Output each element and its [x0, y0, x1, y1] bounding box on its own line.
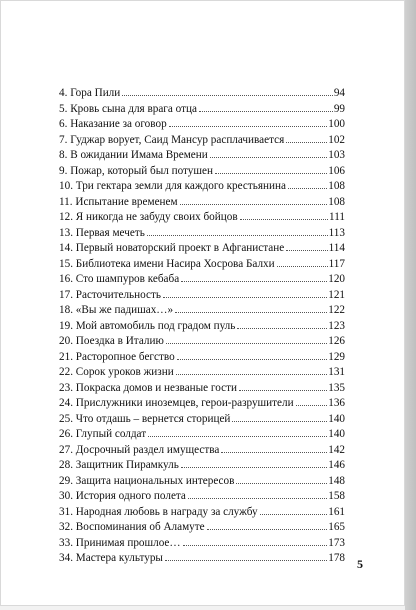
dot-leader	[169, 126, 328, 127]
book-spine-edge	[405, 0, 416, 610]
toc-entry-title: 15. Библиотека имени Насира Хосрова Балхи	[59, 257, 275, 270]
dot-leader	[183, 545, 328, 546]
toc-entry-title: 23. Покраска домов и незваные гости	[59, 381, 237, 394]
toc-entry-title: 17. Расточительность	[59, 288, 161, 301]
toc-entry-title: 11. Испытание временем	[59, 195, 178, 208]
toc-entry	[59, 117, 345, 133]
toc-entry-page: 123	[328, 319, 345, 332]
toc-entry-title: 6. Наказание за оговор	[59, 118, 167, 130]
toc-entry-page: 106	[328, 164, 345, 177]
toc-entry	[59, 334, 345, 350]
dot-leader	[122, 95, 333, 96]
dot-leader	[240, 219, 328, 220]
toc-entry-page: 120	[328, 273, 345, 285]
toc-entry	[59, 396, 345, 412]
dot-leader	[199, 111, 333, 112]
toc-entry	[59, 133, 345, 149]
toc-entry-title: 24. Прислужники иноземцев, герои-разрушители	[59, 397, 294, 409]
toc-entry-page: 129	[328, 350, 345, 363]
toc-entry-title: 14. Первый новаторский проект в Афганистане	[59, 242, 285, 254]
toc-entry-title: 16. Сто шампуров кебаба	[59, 273, 180, 285]
toc-entry-page: 94	[333, 87, 345, 99]
toc-entry-page: 161	[328, 505, 345, 518]
toc-entry	[59, 474, 345, 490]
toc-entry	[59, 350, 345, 366]
dot-leader	[277, 266, 328, 267]
toc-entry-title: 4. Гора Пили	[59, 87, 121, 99]
toc-entry	[59, 226, 345, 242]
toc-entry	[59, 489, 345, 505]
toc-entry-title: 28. Защитник Пирамкуль	[59, 459, 179, 471]
toc-entry-title: 22. Сорок уроков жизни	[59, 366, 174, 378]
dot-leader	[236, 483, 327, 484]
toc-entry-page: 108	[328, 195, 345, 208]
dot-leader	[237, 328, 327, 329]
dot-leader	[296, 405, 328, 406]
dot-leader	[147, 235, 328, 236]
toc-entry-title: 33. Принимая прошлое…	[59, 536, 181, 549]
dot-leader	[239, 390, 327, 391]
page-number: 5	[357, 557, 363, 571]
dot-leader	[260, 514, 328, 515]
toc-entry	[59, 427, 345, 443]
toc-entry-page: 122	[328, 304, 345, 316]
toc-entry-title: 7. Гуджар ворует, Саид Мансур расплачивается	[59, 133, 285, 146]
toc-entry	[59, 520, 345, 536]
toc-entry-page: 102	[328, 133, 345, 146]
dot-leader	[165, 560, 327, 561]
dot-leader	[180, 204, 328, 205]
toc-entry-title: 5. Кровь сына для врага отца	[59, 102, 197, 115]
toc-entry-page: 178	[328, 552, 345, 564]
dot-leader	[181, 467, 327, 468]
toc-entry	[59, 536, 345, 552]
toc-entry-title: 27. Досрочный раздел имущества	[59, 443, 220, 456]
dot-leader	[232, 421, 327, 422]
toc-entry	[59, 102, 345, 118]
toc-entry-page: 136	[328, 397, 345, 409]
dot-leader	[177, 359, 328, 360]
toc-entry-title: 34. Мастера культуры	[59, 552, 163, 564]
toc-entry-title: 25. Что отдашь – вернется сторицей	[59, 412, 231, 425]
dot-leader	[207, 529, 328, 530]
toc-entry-title: 31. Народная любовь в награду за службу	[59, 505, 258, 518]
toc-entry-page: 117	[328, 257, 345, 270]
toc-entry	[59, 257, 345, 273]
toc-entry	[59, 458, 345, 474]
dot-leader	[210, 157, 327, 158]
toc-entry-page: 140	[328, 428, 345, 440]
toc-entry-page: 148	[328, 474, 345, 487]
toc-entry-page: 146	[328, 459, 345, 471]
dot-leader	[175, 312, 327, 313]
toc-entry	[59, 210, 345, 226]
toc-entry-page: 140	[328, 412, 345, 425]
toc-entry	[59, 381, 345, 397]
toc-entry-page: 100	[328, 118, 345, 130]
toc-entry-title: 20. Поездка в Италию	[59, 335, 164, 347]
table-of-contents	[59, 86, 345, 567]
toc-entry-page: 126	[328, 335, 345, 347]
toc-entry-title: 8. В ожидании Имама Времени	[59, 149, 208, 161]
toc-entry	[59, 86, 345, 102]
toc-entry	[59, 179, 345, 195]
toc-entry-title: 10. Три гектара земли для каждого крестьянина	[59, 180, 286, 192]
toc-entry	[59, 288, 345, 304]
toc-entry-title: 32. Воспоминания об Аламуте	[59, 521, 205, 533]
toc-entry	[59, 272, 345, 288]
dot-leader	[176, 374, 328, 375]
toc-entry-page: 173	[328, 536, 345, 549]
toc-entry	[59, 319, 345, 335]
toc-entry	[59, 195, 345, 211]
toc-entry	[59, 505, 345, 521]
toc-entry-title: 21. Расторопное бегство	[59, 350, 175, 363]
toc-entry-title: 18. «Вы же падишах…»	[59, 304, 174, 316]
toc-entry-page: 108	[328, 180, 345, 192]
toc-entry-title: 26. Глупый солдат	[59, 428, 147, 440]
toc-entry-page: 135	[328, 381, 345, 394]
dot-leader	[288, 188, 327, 189]
toc-entry	[59, 365, 345, 381]
dot-leader	[166, 343, 327, 344]
toc-entry-page: 99	[333, 102, 345, 115]
toc-entry	[59, 303, 345, 319]
dot-leader	[188, 498, 327, 499]
toc-entry-title: 9. Пожар, который был потушен	[59, 164, 213, 177]
dot-leader	[181, 281, 327, 282]
toc-entry	[59, 412, 345, 428]
toc-entry-page: 158	[328, 490, 345, 502]
toc-entry-page: 111	[329, 211, 345, 223]
dot-leader	[221, 452, 327, 453]
toc-entry-title: 29. Защита национальных интересов	[59, 474, 235, 487]
toc-entry-page: 103	[328, 149, 345, 161]
toc-entry-page: 114	[328, 242, 345, 254]
toc-entry	[59, 241, 345, 257]
toc-entry-page: 165	[328, 521, 345, 533]
toc-entry-page: 121	[328, 288, 345, 301]
dot-leader	[286, 142, 327, 143]
toc-entry	[59, 443, 345, 459]
toc-entry	[59, 551, 345, 567]
toc-entry-page: 113	[328, 226, 345, 239]
toc-entry-title: 12. Я никогда не забуду своих бойцов	[59, 211, 238, 223]
toc-entry	[59, 148, 345, 164]
dot-leader	[163, 297, 327, 298]
toc-entry-title: 13. Первая мечеть	[59, 226, 145, 239]
dot-leader	[148, 436, 327, 437]
toc-entry	[59, 164, 345, 180]
dot-leader	[215, 173, 327, 174]
toc-entry-title: 19. Мой автомобиль под градом пуль	[59, 319, 236, 332]
toc-entry-page: 142	[328, 443, 345, 456]
toc-entry-page: 131	[328, 366, 345, 378]
dot-leader	[286, 250, 327, 251]
toc-entry-title: 30. История одного полета	[59, 490, 186, 502]
